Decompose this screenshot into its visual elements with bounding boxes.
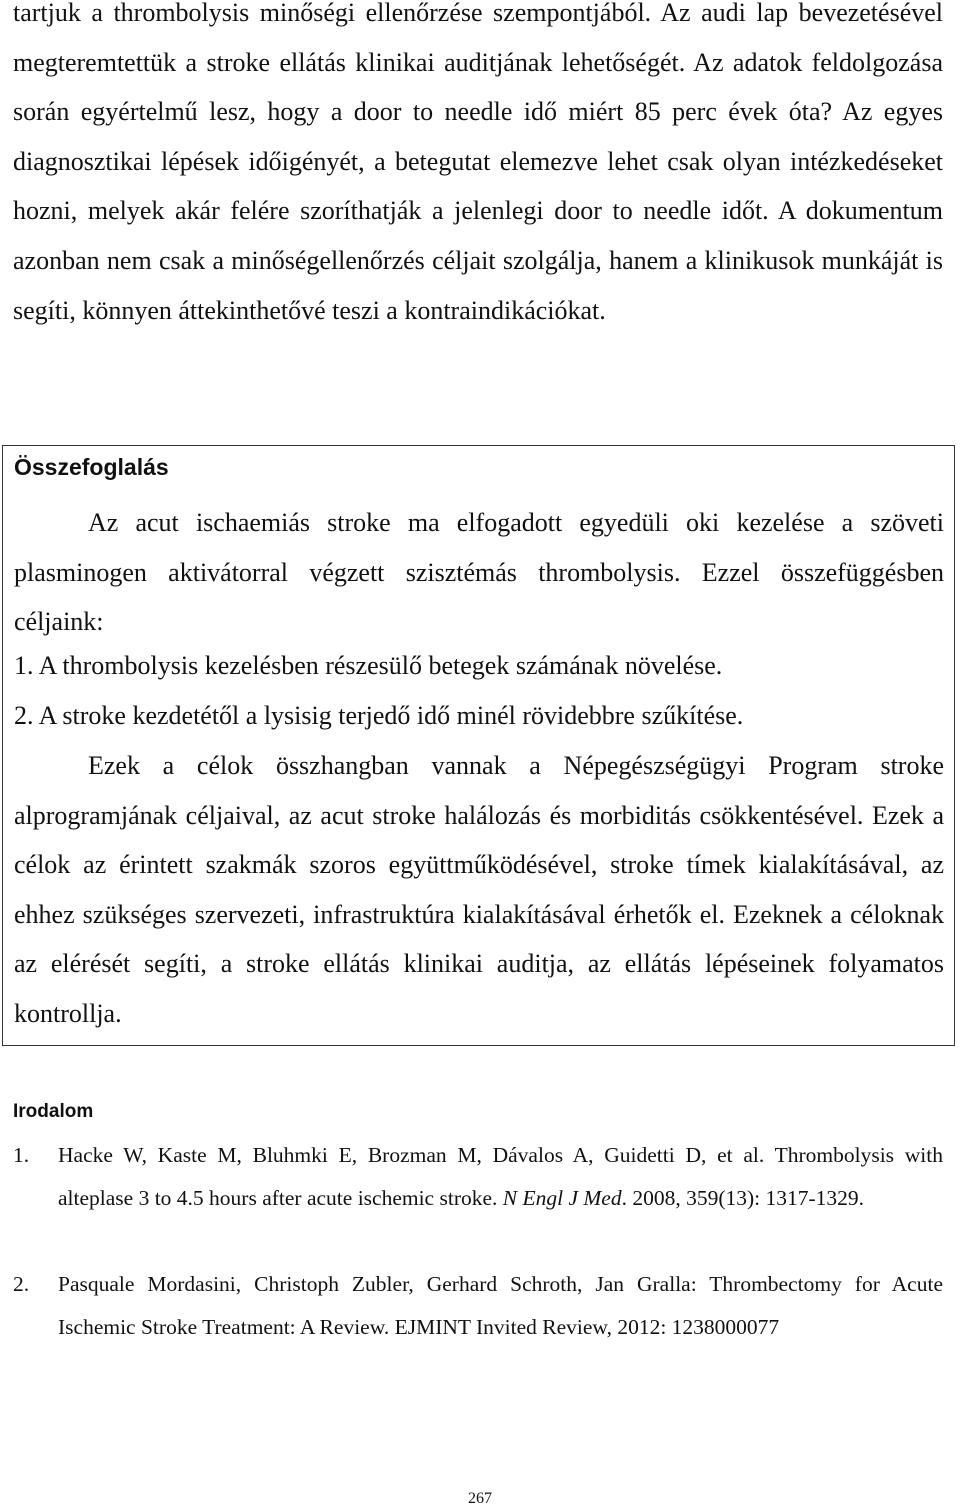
reference-citation-tail: . 2008, 359(13): 1317-1329. <box>621 1186 865 1210</box>
references-title: Irodalom <box>13 1101 94 1122</box>
reference-citation: Pasquale Mordasini, Christoph Zubler, Gerhard Schroth, Jan Gralla: Thrombectomy for Acute Ischemic Stroke Treatment: A Review. EJMINT Invited Review, 2012: 1238000077 <box>58 1272 943 1339</box>
reference-number: 2. <box>13 1272 30 1296</box>
goal-item-1: 1. A thrombolysis kezelésben részesülő betegek számának növelése. <box>14 651 723 680</box>
reference-citation: Hacke W, Kaste M, Bluhmki E, Brozman M, Dávalos A, Guidetti D, et al. Thrombolysis with alteplase 3 to 4.5 hours after acute ischemic stroke. <box>58 1143 943 1210</box>
goal-item-2: 2. A stroke kezdetétől a lysisig terjedő idő minél rövidebbre szűkítése. <box>14 701 744 730</box>
intro-paragraph: tartjuk a thrombolysis minőségi ellenőrzése szempontjából. Az audi lap bevezetésével megteremtettük a stroke ellátás klinikai auditjának lehetőségét. Az adatok feldolgozása során egyértelmű lesz, hogy a door to needle idő miért 85 perc évek óta? Az egyes diagnosztikai lépések időigényét, a betegutat elemezve lehet csak olyan intézkedéseket hozni, melyek akár felére szoríthatják a jelenlegi door to needle időt. A dokumentum azonban nem csak a minőségellenőrzés céljait szolgálja, hanem a klinikusok munkáját is segíti, könnyen áttekinthetővé teszi a kontraindikációkat. <box>13 0 943 325</box>
summary-paragraph-2: Ezek a célok összhangban vannak a Népegészségügyi Program stroke alprogramjának céljaival, az acut stroke halálozás és morbiditás csökkentésével. Ezek a célok az érintett szakmák szoros együttműködésével, stroke tímek kialakításával, az ehhez szükséges szervezeti, infrastruktúra kialakításával érhetők el. Ezeknek a céloknak az elérését segíti, a stroke ellátás klinikai auditja, az ellátás lépéseinek folyamatos kontrollja. <box>14 751 944 1028</box>
summary-paragraph-1: Az acut ischaemiás stroke ma elfogadott egyedüli oki kezelése a szöveti plasminogen aktivátorral végzett szisztémás thrombolysis. Ezzel összefüggésben céljaink: <box>14 508 944 637</box>
page-number: 267 <box>468 1490 492 1507</box>
reference-text <box>58 1134 943 1220</box>
reference-journal: N Engl J Med <box>502 1186 622 1210</box>
reference-item <box>13 1134 943 1220</box>
reference-item <box>13 1263 943 1349</box>
summary-title: Összefoglalás <box>14 454 169 480</box>
reference-text <box>58 1263 943 1349</box>
reference-number: 1. <box>13 1143 30 1167</box>
summary-box <box>2 445 955 1046</box>
